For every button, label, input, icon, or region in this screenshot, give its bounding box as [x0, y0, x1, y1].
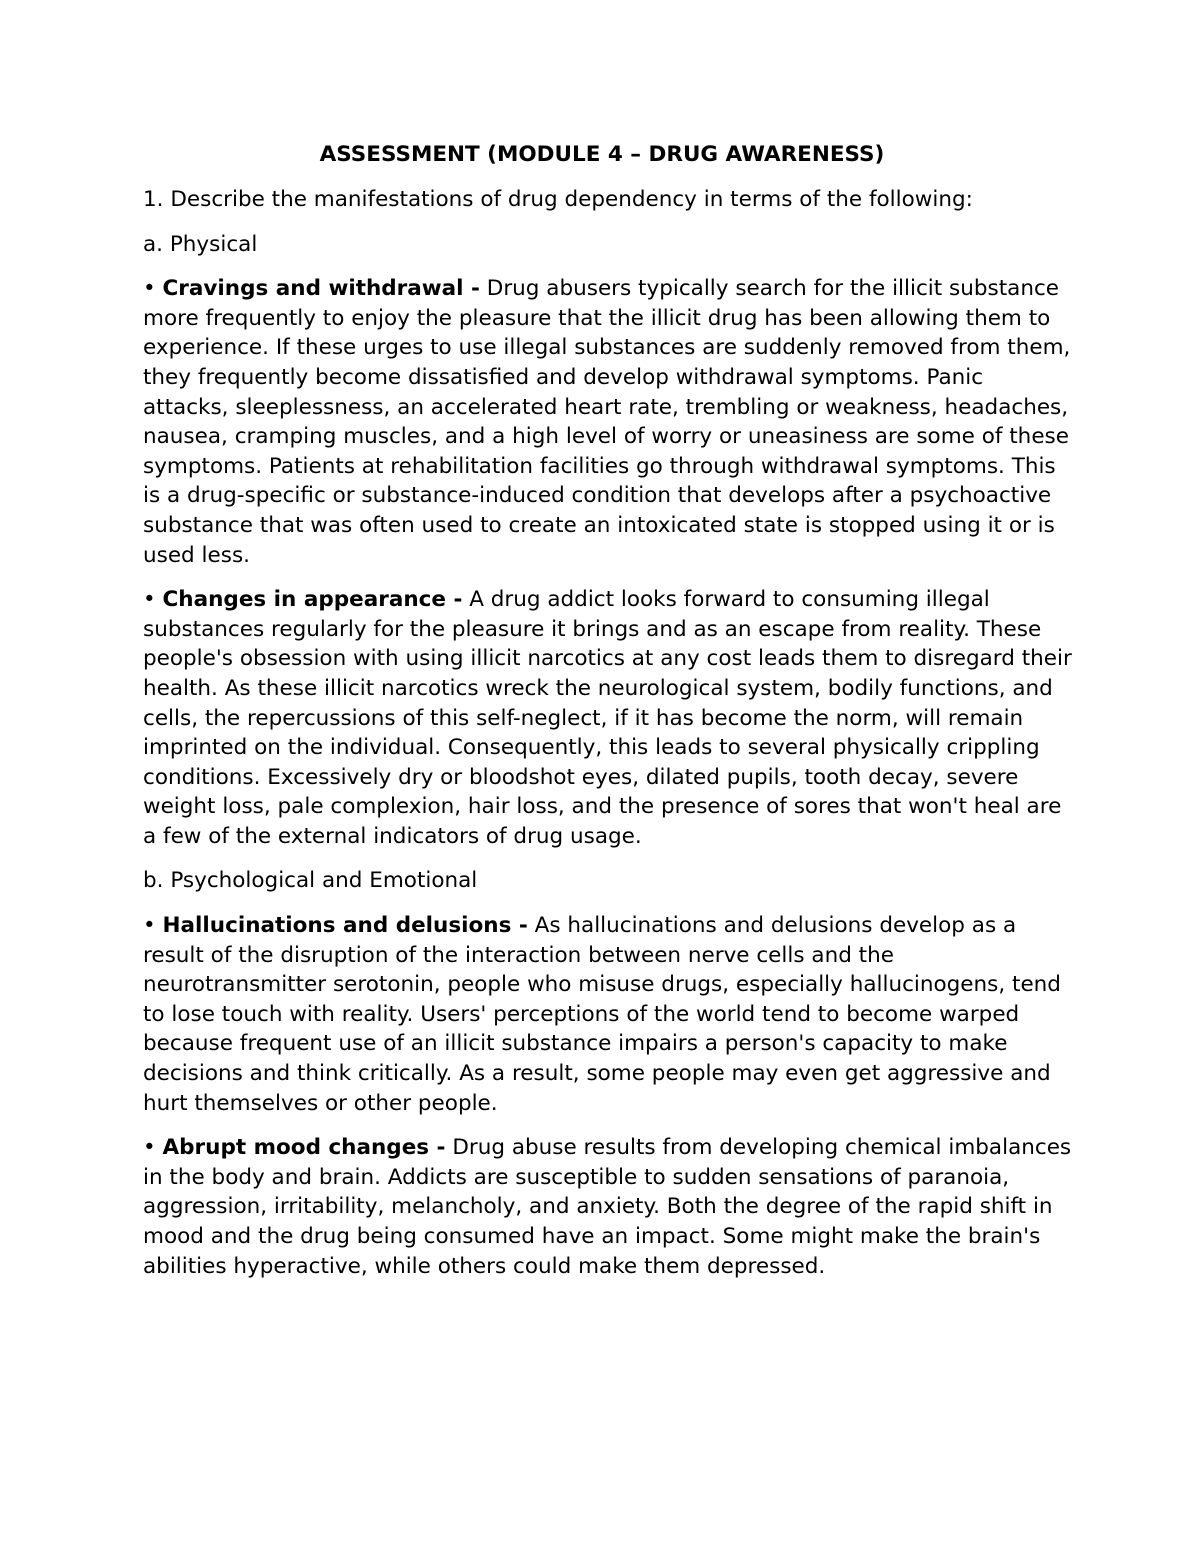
bullet-item-appearance [143, 585, 1073, 851]
bullet-marker: • [143, 276, 163, 302]
document-title: ASSESSMENT (MODULE 4 – DRUG AWARENESS) [319, 142, 885, 167]
bullet-term: Abrupt mood changes - [162, 1135, 446, 1161]
section-heading-physical: a. Physical [143, 231, 258, 257]
bullet-term: Hallucinations and delusions - [162, 913, 528, 939]
bullet-marker: • [143, 1135, 163, 1161]
document-page [143, 140, 1073, 1296]
bullet-body: A drug addict looks forward to consuming illegal substances regularly for the pleasure it brings and as an escape from reality. These people's obsession with using illicit narcotics at any cost leads them to disregard their health. As these illicit narcotics wreck the neurological system, bodily functions, and cells, the repercussions of this self-neglect, if it has become the norm, will remain imprinted on the individual. Consequently, this leads to several physically crippling conditions. Excessively dry or bloodshot eyes, dilated pupils, tooth decay, severe weight loss, pale complexion, hair loss, and the presence of sores that won't heal are a few of the external indicators of drug usage. [143, 587, 1072, 849]
bullet-item-hallucinations [143, 911, 1073, 1118]
bullet-body: Drug abuse results from developing chemical imbalances in the body and brain. Addicts are susceptible to sudden sensations of paranoia, aggression, irritability, melancholy, and anxiety. Both the degree of the rapid shift in mood and the drug being consumed have an impact. Some might make the brain's abilities hyperactive, while others could make them depressed. [143, 1135, 1072, 1279]
section-heading-psychological: b. Psychological and Emotional [143, 868, 478, 894]
bullet-body: As hallucinations and delusions develop as a result of the disruption of the interaction between nerve cells and the neurotransmitter serotonin, people who misuse drugs, especially hallucinogens, tend to lose touch with reality. Users' perceptions of the world tend to become warped because frequent use of an illicit substance impairs a person's capacity to make decisions and think critically. As a result, some people may even get aggressive and hurt themselves or other people. [143, 913, 1061, 1116]
bullet-marker: • [143, 913, 163, 939]
bullet-term: Changes in appearance - [162, 587, 463, 613]
bullet-item-mood [143, 1133, 1073, 1281]
bullet-term: Cravings and withdrawal - [162, 276, 480, 302]
bullet-marker: • [143, 587, 163, 613]
bullet-body: Drug abusers typically search for the illicit substance more frequently to enjoy the pleasure that the illicit drug has been allowing them to experience. If these urges to use illegal substances are suddenly removed from them, they frequently become dissatisfied and develop withdrawal symptoms. Panic attacks, sleeplessness, an accelerated heart rate, trembling or weakness, headaches, nausea, cramping muscles, and a high level of worry or uneasiness are some of these symptoms. Patients at rehabilitation facilities go through withdrawal symptoms. This is a drug-specific or substance-induced condition that develops after a psychoactive substance that was often used to create an intoxicated state is stopped using it or is used less. [143, 276, 1071, 568]
question-text: 1. Describe the manifestations of drug dependency in terms of the following: [143, 187, 973, 212]
bullet-item-cravings [143, 274, 1073, 570]
